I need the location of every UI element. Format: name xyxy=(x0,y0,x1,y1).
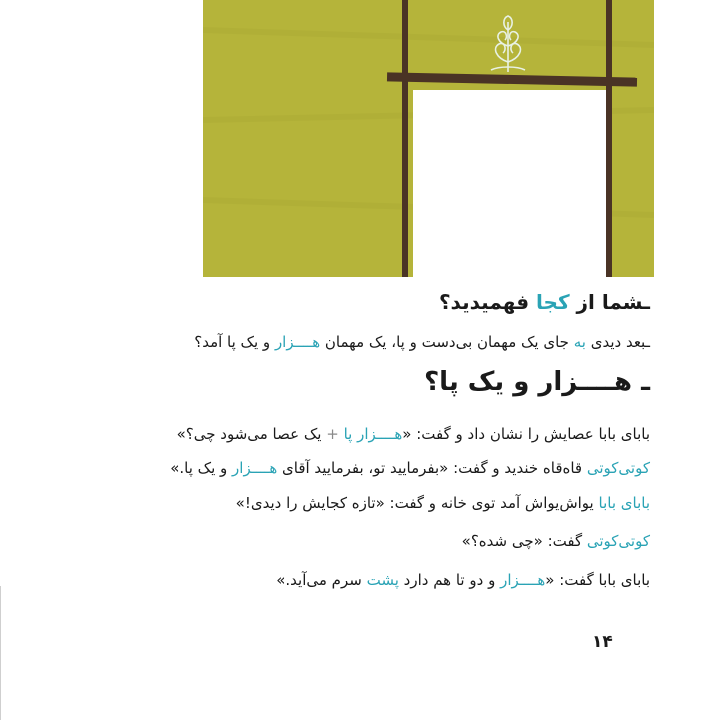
doorway-illustration xyxy=(203,0,654,277)
character-name: بابای بابا xyxy=(598,494,650,512)
paragraph-line-4 xyxy=(190,532,650,550)
text-segment: یواش‌یواش آمد توی خانه و گفت: «تازه کجایش را دیدی!» xyxy=(235,494,599,512)
highlighted-word: پا xyxy=(343,425,358,443)
text-segment: بابای بابا xyxy=(598,571,650,589)
text-segment: عصایش را نشان داد و گفت: « xyxy=(402,425,599,443)
door-frame-right xyxy=(606,0,612,277)
highlighted-word: هــــزار xyxy=(232,459,278,477)
paragraph-line-5 xyxy=(190,571,650,589)
text-segment: بابای بابا xyxy=(598,425,650,443)
character-name: کوتی‌کوتی xyxy=(586,459,650,477)
text-segment: بعد دیدی xyxy=(585,333,646,351)
paragraph-line-2 xyxy=(170,459,650,477)
text-segment: شما از xyxy=(569,290,644,314)
text-segment: و دو تا هم دارد xyxy=(398,571,501,589)
highlighted-word: هــــزار xyxy=(274,333,321,351)
page-edge-divider xyxy=(0,586,1,720)
text-segment: قاه‌قاه خندید و گفت: «بفرمایید تو، بفرمایید آقای xyxy=(277,459,587,477)
highlighted-word: به xyxy=(573,333,586,351)
text-segment: یک عصا می‌شود چی؟» xyxy=(176,425,322,443)
text-segment: گفت: « xyxy=(545,571,599,589)
character-name: کوتی‌کوتی xyxy=(586,532,650,550)
highlighted-word: پشت xyxy=(366,571,399,589)
dialogue-dash: ـ xyxy=(645,333,650,351)
page-number: ۱۴ xyxy=(592,632,613,652)
text-segment: جای یک مهمان بی‌دست و پا، یک مهمان xyxy=(320,333,574,351)
dialogue-dash: ـ xyxy=(632,367,650,397)
text-segment: فهمیدید؟ xyxy=(438,290,537,314)
highlighted-word: کجا xyxy=(536,290,570,314)
book-illustration xyxy=(203,0,654,277)
door-frame-left xyxy=(402,0,408,277)
text-segment: و یک پا آمد؟ xyxy=(194,333,275,351)
text-segment: و یک پا.» xyxy=(170,459,233,477)
text-segment: هــــزار xyxy=(538,367,633,397)
text-segment: سرم می‌آید.» xyxy=(276,571,367,589)
text-segment: و یک پا؟ xyxy=(424,367,539,397)
highlighted-word: هــــزار xyxy=(357,425,403,443)
highlighted-word: هــــزار xyxy=(500,571,546,589)
plus-sign: + xyxy=(321,425,344,443)
dialogue-dash: ـ xyxy=(643,290,650,314)
paragraph-line-1 xyxy=(176,425,650,443)
question-line-2 xyxy=(190,333,650,351)
paragraph-line-3 xyxy=(190,494,650,512)
text-segment: گفت: «چی شده؟» xyxy=(461,532,587,550)
question-line-3 xyxy=(190,367,650,397)
doorway-opening xyxy=(413,90,608,277)
question-line-1 xyxy=(190,290,650,314)
